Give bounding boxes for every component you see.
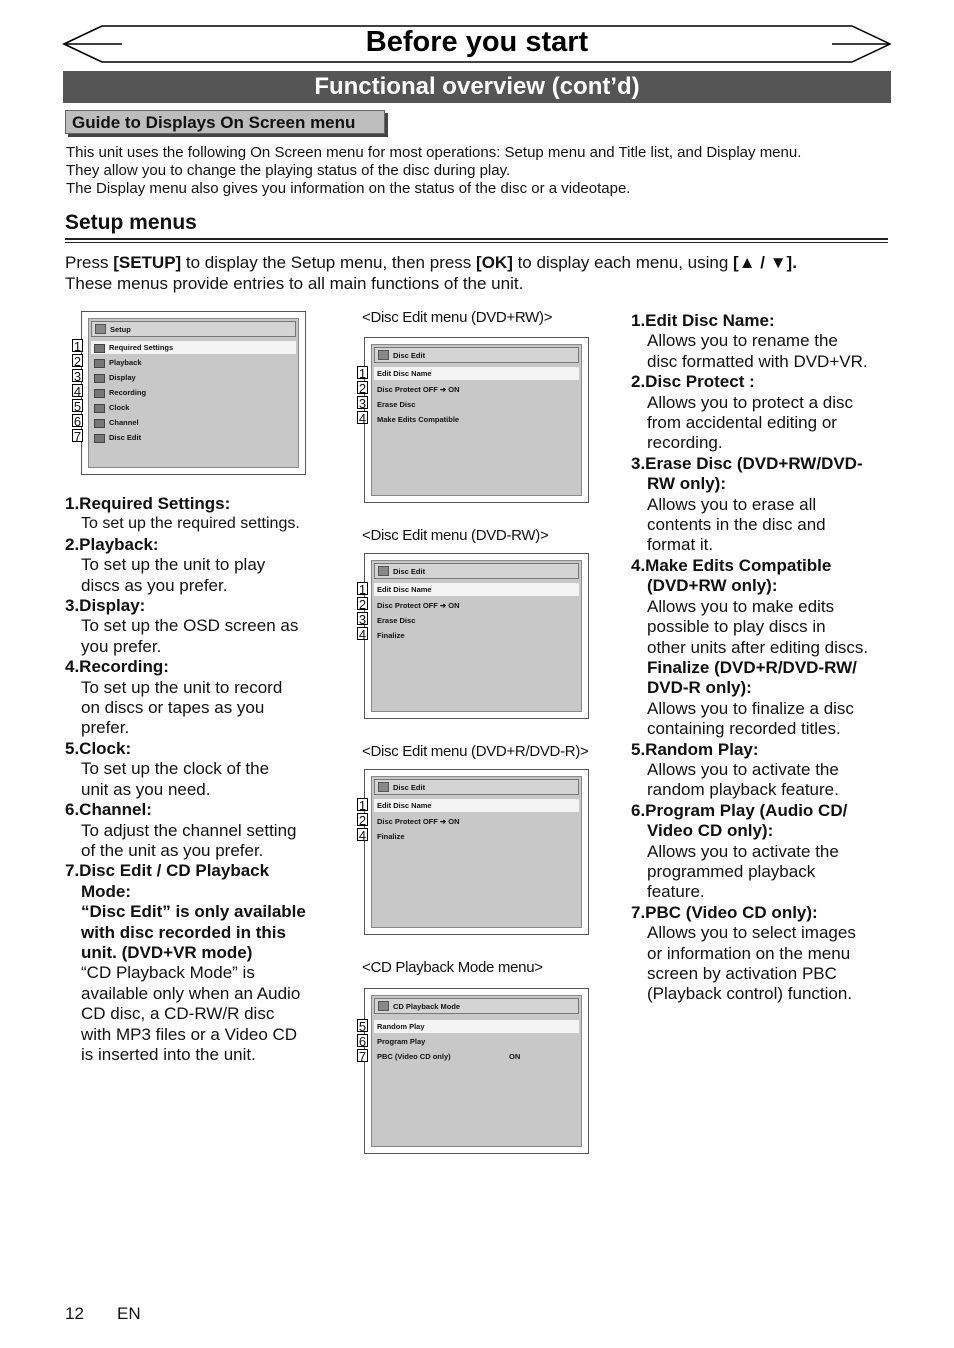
disc-edit-dvdprw-screen xyxy=(364,337,589,503)
menu-item-edit-disc-name[interactable]: Edit Disc Name xyxy=(374,367,579,380)
callout-number: 7 xyxy=(73,429,82,444)
item-heading: 2.Disc Protect : xyxy=(631,372,755,392)
callout-number: 2 xyxy=(358,381,367,396)
item-body: Allows you to activate the xyxy=(647,841,839,861)
disc-edit-dvdmrw-screen xyxy=(364,553,589,719)
setup-menus-heading: Setup menus xyxy=(65,211,197,234)
item-body: contents in the disc and xyxy=(647,515,826,535)
menu-item-required-settings[interactable]: Required Settings xyxy=(91,341,296,354)
clock-icon xyxy=(94,404,105,413)
intro-paragraph xyxy=(66,144,896,198)
item-body: unit as you need. xyxy=(81,779,211,799)
item-heading: 5.Random Play: xyxy=(631,739,759,759)
setup-icon xyxy=(95,324,106,334)
menu-item-clock[interactable]: Clock xyxy=(91,401,296,414)
item-heading: 5.Clock: xyxy=(65,738,132,758)
callout-number: 7 xyxy=(358,1049,367,1064)
item-heading: (DVD+RW only): xyxy=(647,576,778,596)
intro-line: This unit uses the following On Screen menu for most operations: Setup menu and Title list, and Display menu. xyxy=(66,144,802,161)
callout-number: 4 xyxy=(73,384,82,399)
item-body: To set up the OSD screen as xyxy=(81,616,299,636)
item-body: with MP3 files or a Video CD xyxy=(81,1024,298,1044)
menu-item-disc-protect[interactable]: Disc Protect OFF ➔ ON xyxy=(377,817,460,826)
cd-playback-screen xyxy=(364,988,589,1154)
item-body: To set up the required settings. xyxy=(81,515,300,533)
callout-number: 3 xyxy=(358,396,367,411)
item-body: To set up the unit to play xyxy=(81,555,266,575)
item-body: discs as you prefer. xyxy=(81,575,228,595)
callout-number: 4 xyxy=(358,627,367,642)
menu-item-erase-disc[interactable]: Erase Disc xyxy=(377,400,416,409)
item-body: on discs or tapes as you xyxy=(81,698,265,718)
item-body: from accidental editing or xyxy=(647,413,837,433)
guide-heading-box: Guide to Displays On Screen menu xyxy=(65,110,385,134)
item-heading: 3.Erase Disc (DVD+RW/DVD- xyxy=(631,453,863,473)
item-heading: Video CD only): xyxy=(647,821,774,841)
item-body: CD disc, a CD-RW/R disc xyxy=(81,1004,275,1024)
item-body: Allows you to select images xyxy=(647,923,856,943)
menu-title: Disc Edit xyxy=(374,347,579,363)
item-body: Allows you to activate the xyxy=(647,759,839,779)
item-heading: 6.Channel: xyxy=(65,800,152,820)
instr-text: Press xyxy=(65,253,114,272)
menu-item-finalize[interactable]: Finalize xyxy=(377,832,405,841)
caption-disc-edit-dvdprw: <Disc Edit menu (DVD+RW)> xyxy=(362,309,553,326)
setup-instructions xyxy=(65,252,905,294)
item-body: feature. xyxy=(647,882,705,902)
callout-number: 6 xyxy=(358,1034,367,1049)
item-heading: 3.Display: xyxy=(65,596,146,616)
callout-number: 5 xyxy=(73,399,82,414)
menu-item-display[interactable]: Display xyxy=(91,371,296,384)
item-body: To set up the unit to record xyxy=(81,677,283,697)
setup-items-descriptions xyxy=(65,494,355,1065)
callout-number: 1 xyxy=(358,366,367,381)
menu-item-pbc[interactable]: PBC (Video CD only) ON xyxy=(377,1052,521,1061)
item-body: Allows you to make edits xyxy=(647,596,835,616)
caption-disc-edit-dvdr: <Disc Edit menu (DVD+R/DVD-R)> xyxy=(362,743,589,760)
setup-menu-screen xyxy=(81,311,306,475)
callout-number: 2 xyxy=(358,597,367,612)
item-heading: 7.Disc Edit / CD Playback xyxy=(65,861,270,881)
item-body: random playback feature. xyxy=(647,780,839,800)
callout-number: 4 xyxy=(358,411,367,426)
item-heading: 1.Edit Disc Name: xyxy=(631,311,775,330)
item-heading: DVD-R only): xyxy=(647,678,752,698)
menu-item-random-play[interactable]: Random Play xyxy=(374,1020,579,1033)
disc-edit-icon xyxy=(378,566,389,576)
cd-icon xyxy=(378,1001,389,1011)
item-heading: RW only): xyxy=(647,474,727,494)
disc-edit-icon xyxy=(378,782,389,792)
instr-text: to display the Setup menu, then press xyxy=(181,253,477,272)
item-body: Allows you to finalize a disc xyxy=(647,698,854,718)
menu-title: CD Playback Mode xyxy=(374,998,579,1014)
menu-item-disc-protect[interactable]: Disc Protect OFF ➔ ON xyxy=(377,601,460,610)
item-heading: 2.Playback: xyxy=(65,534,159,554)
display-icon xyxy=(94,374,105,383)
menu-title: Disc Edit xyxy=(374,563,579,579)
intro-line: The Display menu also gives you information on the status of the disc or a videotape. xyxy=(66,180,631,197)
item-body: containing recorded titles. xyxy=(647,719,841,739)
menu-item-channel[interactable]: Channel xyxy=(91,416,296,429)
disc-edit-icon xyxy=(94,434,105,443)
setup-key-label: [SETUP] xyxy=(113,253,182,272)
item-heading: 1.Required Settings: xyxy=(65,494,231,513)
callout-number: 5 xyxy=(358,1019,367,1034)
disc-edit-icon xyxy=(378,350,389,360)
item-note: unit. (DVD+VR mode) xyxy=(81,942,253,962)
callout-number: 2 xyxy=(358,813,367,828)
menu-item-disc-edit[interactable]: Disc Edit xyxy=(91,431,296,444)
item-body: (Playback control) function. xyxy=(647,984,853,1004)
item-body: recording. xyxy=(647,433,723,453)
menu-panel xyxy=(371,776,582,928)
instr-text: These menus provide entries to all main functions of the unit. xyxy=(65,274,524,293)
item-body: programmed playback xyxy=(647,861,816,881)
item-body: other units after editing discs. xyxy=(647,637,869,657)
recording-icon xyxy=(94,389,105,398)
menu-panel xyxy=(371,995,582,1147)
item-body: format it. xyxy=(647,535,714,555)
item-body: “CD Playback Mode” is xyxy=(81,963,255,983)
item-body: possible to play discs in xyxy=(647,617,826,637)
menu-item-program-play[interactable]: Program Play xyxy=(377,1037,426,1046)
menu-item-edit-disc-name[interactable]: Edit Disc Name xyxy=(374,583,579,596)
caption-cd-playback: <CD Playback Mode menu> xyxy=(362,959,543,976)
disc-edit-dvdr-screen xyxy=(364,769,589,935)
playback-icon xyxy=(94,359,105,368)
item-body: screen by activation PBC xyxy=(647,964,837,983)
item-body: you prefer. xyxy=(81,636,162,656)
item-note: with disc recorded in this xyxy=(81,922,286,942)
page-number: 12 xyxy=(65,1304,84,1323)
intro-line: They allow you to change the playing status of the disc during play. xyxy=(66,162,511,179)
callout-number: 1 xyxy=(73,339,82,354)
menu-item-finalize[interactable]: Finalize xyxy=(377,631,405,640)
item-body: disc formatted with DVD+VR. xyxy=(647,351,868,371)
item-heading: 4.Make Edits Compatible xyxy=(631,555,832,575)
item-heading: 7.PBC (Video CD only): xyxy=(631,902,818,922)
menu-title: Setup xyxy=(91,321,296,337)
channel-icon xyxy=(94,419,105,428)
item-body: prefer. xyxy=(81,718,130,738)
item-note: “Disc Edit” is only available xyxy=(81,902,306,922)
heading-rule xyxy=(65,238,888,243)
page-title: Before you start xyxy=(365,26,589,58)
callout-number: 2 xyxy=(73,354,82,369)
disc-edit-descriptions xyxy=(631,311,921,1005)
arrow-keys-label: [▲ / ▼]. xyxy=(733,253,797,272)
callout-number: 4 xyxy=(358,828,367,843)
section-subtitle: Functional overview (cont’d) xyxy=(63,71,891,103)
item-body: available only when an Audio xyxy=(81,983,301,1003)
callout-number: 3 xyxy=(358,612,367,627)
item-body: To adjust the channel setting xyxy=(81,820,297,840)
callout-number: 6 xyxy=(73,414,82,429)
menu-item-make-edits-compatible[interactable]: Make Edits Compatible xyxy=(377,415,460,424)
item-body: Allows you to protect a disc xyxy=(647,392,853,412)
menu-panel xyxy=(371,344,582,496)
instr-text: to display each menu, using xyxy=(512,253,734,272)
menu-item-erase-disc[interactable]: Erase Disc xyxy=(377,616,416,625)
item-body: of the unit as you prefer. xyxy=(81,840,264,860)
item-body: Allows you to erase all xyxy=(647,494,817,514)
caption-disc-edit-dvdmrw: <Disc Edit menu (DVD-RW)> xyxy=(362,527,549,544)
menu-panel xyxy=(371,560,582,712)
item-body: or information on the menu xyxy=(647,943,851,963)
menu-item-recording[interactable]: Recording xyxy=(91,386,296,399)
menu-item-playback[interactable]: Playback xyxy=(91,356,296,369)
required-settings-icon xyxy=(94,344,105,353)
callout-number: 3 xyxy=(73,369,82,384)
item-body: is inserted into the unit. xyxy=(81,1044,256,1064)
menu-item-disc-protect[interactable]: Disc Protect OFF ➔ ON xyxy=(377,385,460,394)
callout-number: 1 xyxy=(358,582,367,597)
menu-title: Disc Edit xyxy=(374,779,579,795)
item-heading: Mode: xyxy=(81,881,132,901)
page-title-banner xyxy=(62,22,892,66)
menu-item-edit-disc-name[interactable]: Edit Disc Name xyxy=(374,799,579,812)
callout-number: 1 xyxy=(358,798,367,813)
menu-panel xyxy=(88,318,299,468)
item-body: Allows you to rename the xyxy=(647,331,838,351)
item-heading: 6.Program Play (Audio CD/ xyxy=(631,800,848,820)
page-language: EN xyxy=(117,1304,141,1323)
pbc-value: ON xyxy=(509,1052,521,1061)
item-body: To set up the clock of the xyxy=(81,759,270,779)
ok-key-label: [OK] xyxy=(476,253,513,272)
item-heading: Finalize (DVD+R/DVD-RW/ xyxy=(647,657,857,677)
item-heading: 4.Recording: xyxy=(65,657,169,677)
